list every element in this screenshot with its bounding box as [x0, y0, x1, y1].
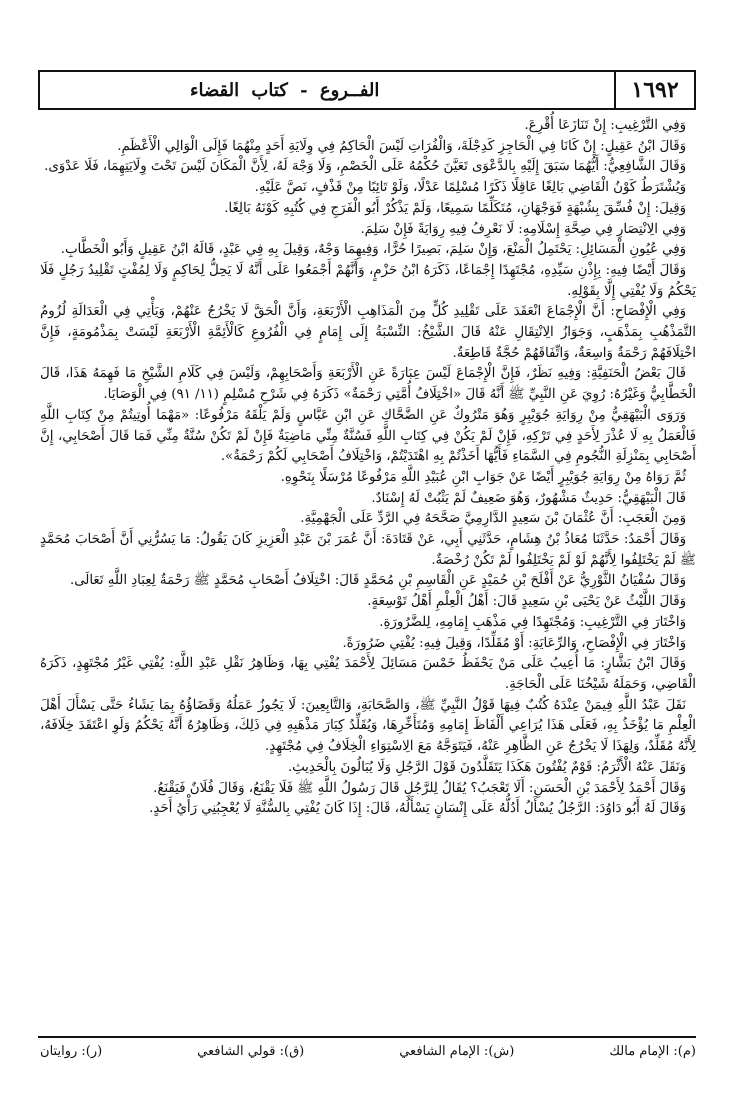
paragraph: وَقَالَ أَيْضًا فِيهِ: بِإِذْنِ سَيِّدِهِ، مُجْتَهِدًا إِجْمَاعًا، ذَكَرَهُ ابْنُ حَزْمٍ، وَأَنَّهُمْ أَجْمَعُوا عَلَى أَنَّهُ لَا يَحِلُّ لِحَاكِمٍ وَلَا لِمُفْتٍ تَقْلِيدُ رَجُلٍ فَلَا يَحْكُمُ وَلَا يُفْتِي إِلَّا بِقَوْلِهِ.	[40, 262, 696, 299]
paragraph: وَقِيلَ: إِنْ فُسِّقَ بِشُبْهَةٍ فَوَجْهَانِ، مُتَكَلِّمًا سَمِيعًا، وَلَمْ يَذْكُرْ أَبُو الْفَرَجِ فِي كُتُبِهِ كَوْنَهُ بَالِغًا.	[224, 200, 686, 216]
paragraph: ثُمَّ رَوَاهُ مِنْ رِوَايَةِ جُوَيْبِرٍ أَيْضًا عَنْ جَوَابِ ابْنِ عُبَيْدِ اللَّهِ مَرْفُوعًا مُرْسَلًا بِنَحْوِهِ.	[280, 469, 686, 485]
key-shafii: (ش): الإمام الشافعي	[399, 1044, 515, 1059]
paragraph: نَقَلَ عَبْدُ اللَّهِ فِيمَنْ عِنْدَهُ كُتُبٌ فِيهَا قَوْلُ النَّبِيِّ ﷺ، وَالصَّحَابَةِ، وَالتَّابِعِينَ: لَا يَجُوزُ عَمَلُهُ وَقَضَاؤُهُ بِمَا يَشَاءُ حَتَّى يَسْأَلَ أَهْلَ الْعِلْمِ مَا يُؤْخَذُ بِهِ، فَعَلَى هَذَا يُرَاعِي أَلْفَاظَ إِمَامِهِ وَمُتَأَخِّرِهَا، وَيُقَلِّدُ كِبَارَ مَذْهَبِهِ فِي ذَلِكَ، وَظَاهِرُهُ أَنَّهُ يَحْكُمُ وَلَوِ اعْتَقَدَ خِلَافَهُ، لِأَنَّهُ مُقَلِّدٌ، وَلِهَذَا لَا يَخْرُجُ عَنِ الظَّاهِرِ عَنْهُ، فَيَتَوَجَّهُ مَعَ الِاسْتِوَاءِ الْخِلَافُ فِي مُجْتَهِدٍ.	[40, 697, 696, 755]
body-text	[40, 116, 696, 820]
paragraph: وَفِي عُيُونِ الْمَسَائِلِ: يَحْتَمِلُ الْمَنْعَ، وَإِنْ سَلِمَ، بَصِيرًا حُرًّا، وَفِيهِمَا وَجْهٌ، وَقِيلَ بِهِ فِي عَبْدٍ، قَالَهُ ابْنُ عَقِيلٍ وَأَبُو الْخَطَّابِ.	[60, 242, 686, 258]
paragraph: وَقَالَ الشَّافِعِيُّ: أَيُّهُمَا سَبَقَ إِلَيْهِ بِالدَّعْوَى تَعَيَّنَ حُكْمُهُ عَلَى الْخَصْمِ، وَلَا وَجْهَ لَهُ، لِأَنَّ الْمَكَانَ لَيْسَ تَحْتَ وِلَايَتِهِمَا، فَلَا عَدْوَى.	[44, 159, 686, 175]
paragraph: وَفِي التَّرْغِيبِ: إِنْ تَنَازَعَا أُقْرِعَ.	[524, 118, 686, 133]
paragraph: وَاخْتَارَ فِي الْإِفْصَاحِ، وَالرِّعَايَةِ: أَوْ مُقَلِّدًا، وَقِيلَ فِيهِ: يُفْتِي ضَرُورَةً.	[342, 635, 686, 651]
chapter-title: الفــروع - كتاب القضاء	[190, 79, 380, 101]
paragraph: وَمِنَ الْعَجَبِ: أَنَّ عُثْمَانَ بْنَ سَعِيدٍ الدَّارِمِيَّ صَحَّحَهُ فِي الرَّدِّ عَلَى الْجَهْمِيَّةِ.	[300, 511, 686, 527]
paragraph: وَقَالَ لَهُ أَبُو دَاوُدَ: الرَّجُلُ يُسْأَلُ أَدُلُّهُ عَلَى إِنْسَانٍ يَسْأَلُهُ، قَالَ: إِذَا كَانَ يُفْتِي بِالسُّنَّةِ لَا يُعْجِبُنِي رَأْيُ أَحَدٍ.	[149, 801, 686, 817]
paragraph: وَفِي الِانْتِصَارِ فِي صِحَّةِ إِسْلَامِهِ: لَا نَعْرِفُ فِيهِ رِوَايَةً فَإِنْ سَلِمَ.	[360, 221, 686, 237]
key-shafii-views: (ق): قولي الشافعي	[197, 1044, 305, 1059]
paragraph: وَقَالَ أَحْمَدُ لِأَحْمَدَ بْنِ الْحَسَنِ: أَلَا تَعْجَبُ؟ يُقَالُ لِلرَّجُلِ قَالَ رَسُولُ اللَّهِ ﷺ فَلَا يَقْنَعُ، وَقَالَ فُلَانٌ فَيَقْنَعُ.	[153, 780, 686, 796]
key-two-narrations: (ر): روايتان	[40, 1044, 103, 1059]
footer-rule	[38, 1036, 696, 1038]
paragraph: وَنَقَلَ عَنْهُ الْأَثْرَمُ: قَوْمٌ يُفْتُونَ هَكَذَا يَتَقَلَّدُونَ قَوْلَ الرَّجُلِ وَلَا يُبَالُونَ بِالْحَدِيثِ.	[287, 759, 686, 775]
paragraph: قَالَ بَعْضُ الْحَنَفِيَّةِ: وَفِيهِ نَظَرٌ، فَإِنَّ الْإِجْمَاعَ لَيْسَ عِبَارَةً عَنِ الْأَرْبَعَةِ وَأَصْحَابِهِمْ، وَلَيْسَ فِي كَلَامِ الشَّيْخِ مَا فَهِمَهُ هَذَا، قَالَ الْخَطَّابِيُّ وَغَيْرُهُ: رُوِيَ عَنِ النَّبِيِّ ﷺ أَنَّهُ قَالَ «اخْتِلَافُ أُمَّتِي رَحْمَةٌ» ذَكَرَهُ فِي شَرْحِ مُسْلِمٍ (١١/ ٩١) فِي الْوَصَايَا.	[40, 366, 696, 403]
page-number: ١٦٩٢	[614, 72, 694, 108]
paragraph: وَقَالَ سُفْيَانُ الثَّوْرِيُّ عَنْ أَفْلَحَ بْنِ حُمَيْدٍ عَنِ الْقَاسِمِ بْنِ مُحَمَّدٍ قَالَ: اخْتِلَافُ أَصْحَابِ مُحَمَّدٍ ﷺ رَحْمَةٌ لِعِبَادِ اللَّهِ تَعَالَى.	[69, 573, 686, 589]
paragraph: وَرَوَى الْبَيْهَقِيُّ مِنْ رِوَايَةِ جُوَيْبِرٍ وَهُوَ مَتْرُوكٌ عَنِ الضَّحَّاكِ عَنِ ابْنِ عَبَّاسٍ وَلَمْ يَلْقَهُ مَرْفُوعًا: «مَهْمَا أُوتِيتُمْ مِنْ كِتَابِ اللَّهِ فَالْعَمَلُ بِهِ لَا عُذْرَ لِأَحَدٍ فِي تَرْكِهِ، فَإِنْ لَمْ يَكُنْ فِي كِتَابِ اللَّهِ فَسُنَّةٌ مِنِّي مَاضِيَةٌ فَإِنْ لَمْ تَكُنْ سُنَّةٌ مِنِّي فَمَا قَالَ أَصْحَابِي، إِنَّ أَصْحَابِي بِمَنْزِلَةِ النُّجُومِ فِي السَّمَاءِ فَأَيُّهَا أَخَذْتُمْ بِهِ اهْتَدَيْتُمْ، وَاخْتِلَافُ أَصْحَابِي لَكُمْ رَحْمَةٌ».	[40, 407, 696, 465]
page-header	[38, 70, 696, 110]
paragraph: وَفِي الْإِفْصَاحِ: أَنَّ الْإِجْمَاعَ انْعَقَدَ عَلَى تَقْلِيدِ كُلٍّ مِنَ الْمَذَاهِبِ الْأَرْبَعَةِ، وَأَنَّ الْحَقَّ لَا يَخْرُجُ عَنْهُمْ، وَيَأْتِي فِي الْعَدَالَةِ لُزُومُ التَّمَذْهُبِ بِمَذْهَبٍ، وَجَوَازُ الِانْتِقَالِ عَنْهُ قَالَ الشَّيْخُ: النِّسْبَةُ إِلَى إِمَامٍ فِي الْفُرُوعِ كَالْأَئِمَّةِ الْأَرْبَعَةِ لَيْسَتْ بِمَذْمُومَةٍ، فَإِنَّ اخْتِلَافَهُمْ رَحْمَةٌ وَاسِعَةٌ، وَاتِّفَاقَهُمْ حُجَّةٌ قَاطِعَةٌ.	[40, 304, 696, 361]
paragraph: وَيُشْتَرَطُ كَوْنُ الْقَاضِي بَالِغًا عَاقِلًا ذَكَرًا مُسْلِمًا عَدْلًا، وَلَوْ تَائِبًا مِنْ قَذْفٍ، نَصَّ عَلَيْهِ.	[254, 180, 686, 196]
paragraph: وَقَالَ ابْنُ عَقِيلٍ: إِنْ كَانَا فِي الْحَاجِزِ كَدِجْلَةَ، وَالْفُرَاتِ لَيْسَ الْحَاكِمُ فِي وِلَايَةِ أَحَدٍ مِنْهُمَا فَإِلَى الْوَالِي الْأَعْظَمِ.	[117, 138, 686, 154]
paragraph: وَقَالَ أَحْمَدُ: حَدَّثَنَا مُعَاذُ بْنُ هِشَامٍ، حَدَّثَنِي أَبِي، عَنْ قَتَادَةَ: أَنَّ عُمَرَ بْنَ عَبْدِ الْعَزِيزِ كَانَ يَقُولُ: مَا يَسُرُّنِي أَنَّ أَصْحَابَ مُحَمَّدٍ ﷺ لَمْ يَخْتَلِفُوا لِأَنَّهُمْ لَوْ لَمْ يَخْتَلِفُوا لَمْ تَكُنْ رُخْصَةٌ.	[40, 532, 696, 568]
abbreviation-key	[40, 1044, 696, 1068]
paragraph: وَقَالَ اللَّيْثُ عَنْ يَحْيَى بْنِ سَعِيدٍ قَالَ: أَهْلُ الْعِلْمِ أَهْلُ تَوْسِعَةٍ.	[367, 594, 686, 610]
paragraph: وَاخْتَارَ فِي التَّرْغِيبِ: وَمُجْتَهِدًا فِي مَذْهَبِ إِمَامِهِ، لِلضَّرُورَةِ.	[379, 614, 686, 630]
paragraph: وَقَالَ ابْنُ بَشَّارٍ: مَا أُعِيبُ عَلَى مَنْ يَحْفَظُ خَمْسَ مَسَائِلَ لِأَحْمَدَ يُفْتِي بِهَا، وَظَاهِرُ نَقْلِ عَبْدِ اللَّهِ: يُفْتِي غَيْرُ مُجْتَهِدٍ، ذَكَرَهُ الْقَاضِي، وَحَمَلَهُ شَيْخُنَا عَلَى الْحَاجَةِ.	[40, 656, 696, 692]
paragraph: قَالَ الْبَيْهَقِيُّ: حَدِيثٌ مَشْهُورٌ، وَهُوَ ضَعِيفٌ لَمْ يَثْبُتْ لَهُ إِسْنَادٌ.	[371, 490, 686, 506]
key-malik: (م): الإمام مالك	[609, 1044, 696, 1059]
